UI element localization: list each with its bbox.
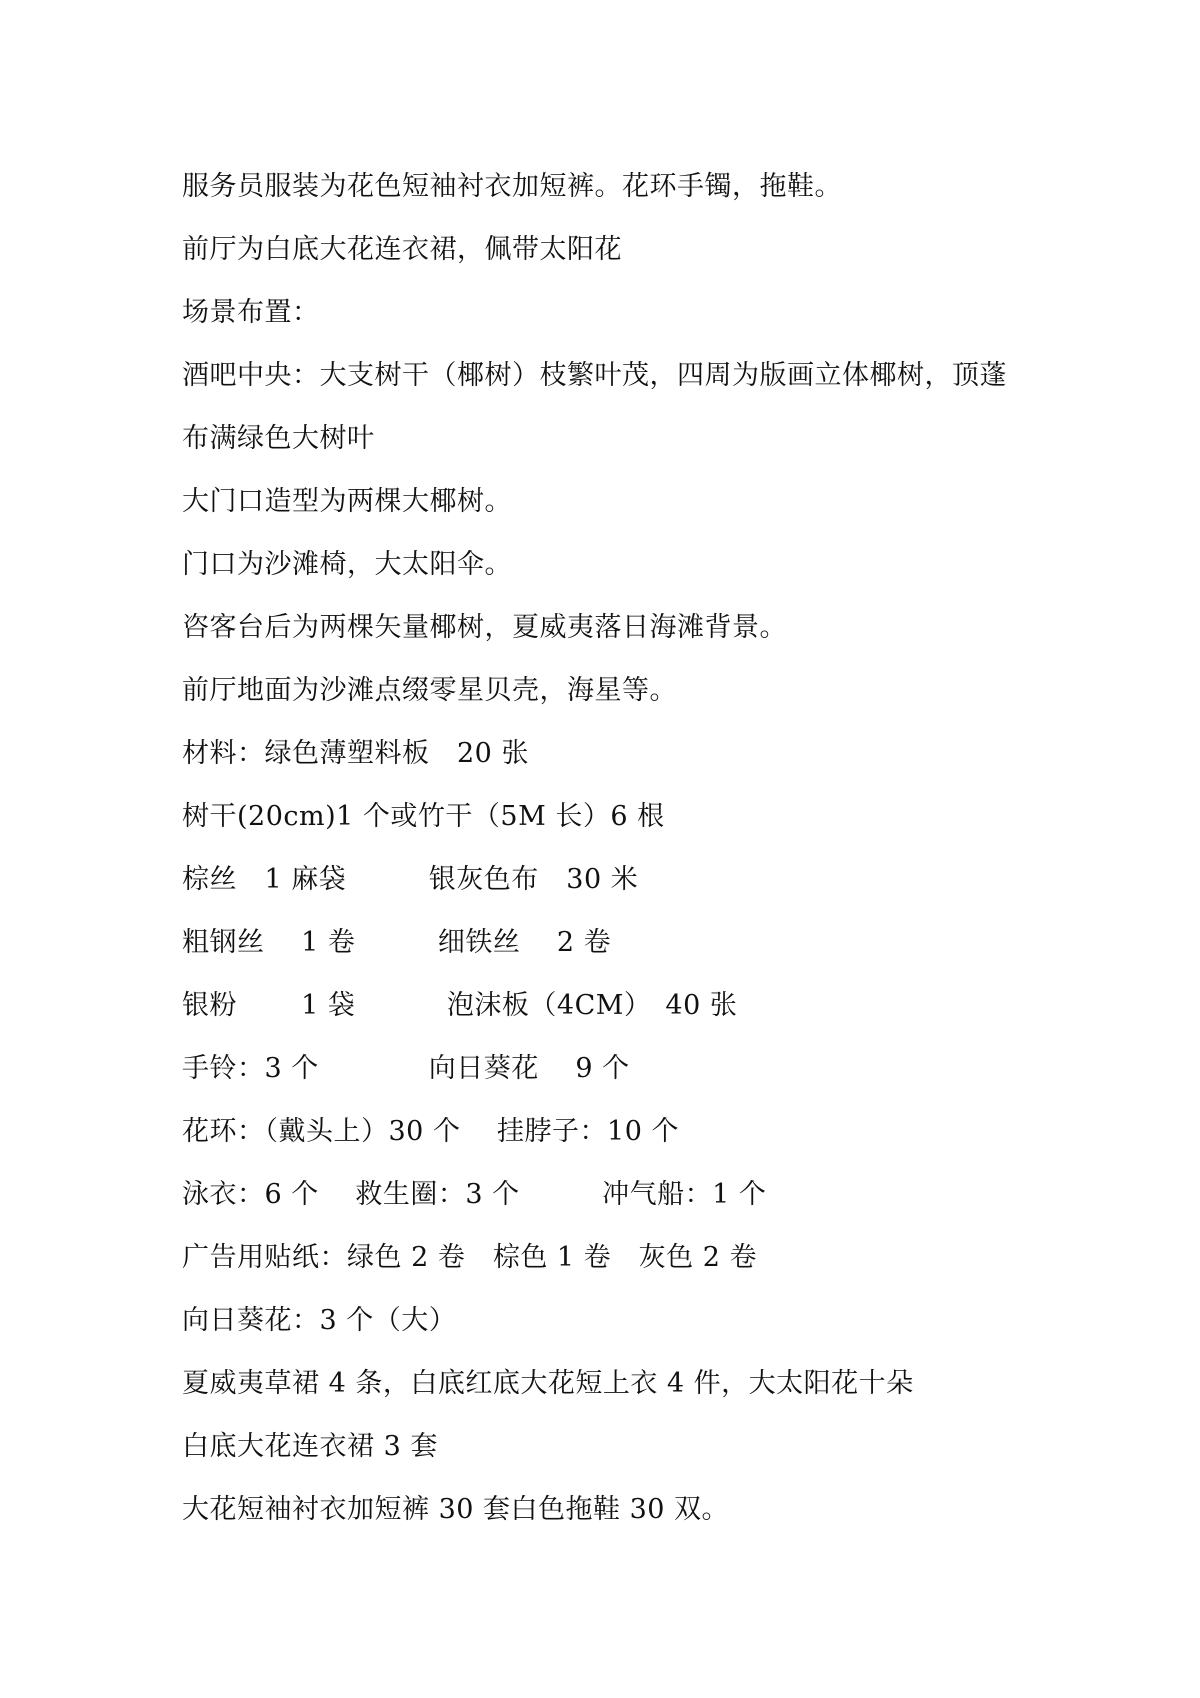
materials-line: 棕丝 1 麻袋 银灰色布 30 米 <box>182 864 639 895</box>
materials-line: 树干(20cm)1 个或竹干（5M 长）6 根 <box>182 801 665 832</box>
text-line: 酒吧中央：大支树干（椰树）枝繁叶茂，四周为版画立体椰树，顶蓬 <box>182 360 1007 391</box>
materials-line: 广告用贴纸：绿色 2 卷 棕色 1 卷 灰色 2 卷 <box>182 1242 758 1273</box>
materials-line: 材料：绿色薄塑料板 20 张 <box>182 738 529 769</box>
materials-line: 银粉 1 袋 泡沫板（4CM） 40 张 <box>182 990 738 1021</box>
document-body <box>182 155 1082 1541</box>
text-line: 大门口造型为两棵大椰树。 <box>182 486 512 517</box>
text-line: 前厅为白底大花连衣裙，佩带太阳花 <box>182 234 622 265</box>
section-heading: 场景布置： <box>182 297 320 328</box>
text-line: 咨客台后为两棵矢量椰树，夏威夷落日海滩背景。 <box>182 612 787 643</box>
text-line: 布满绿色大树叶 <box>182 423 375 454</box>
costume-line: 夏威夷草裙 4 条，白底红底大花短上衣 4 件，大太阳花十朵 <box>182 1368 914 1399</box>
materials-line: 花环：（戴头上）30 个 挂脖子：10 个 <box>182 1116 679 1147</box>
costume-line: 白底大花连衣裙 3 套 <box>182 1431 438 1462</box>
materials-line: 向日葵花：3 个（大） <box>182 1305 457 1336</box>
text-line: 服务员服装为花色短袖衬衣加短裤。花环手镯，拖鞋。 <box>182 171 842 202</box>
text-line: 门口为沙滩椅，大太阳伞。 <box>182 549 512 580</box>
materials-line: 手铃：3 个 向日葵花 9 个 <box>182 1053 630 1084</box>
text-line: 前厅地面为沙滩点缀零星贝壳，海星等。 <box>182 675 677 706</box>
materials-line: 泳衣：6 个 救生圈：3 个 冲气船：1 个 <box>182 1179 767 1210</box>
costume-line: 大花短袖衬衣加短裤 30 套白色拖鞋 30 双。 <box>182 1494 730 1525</box>
materials-line: 粗钢丝 1 卷 细铁丝 2 卷 <box>182 927 612 958</box>
